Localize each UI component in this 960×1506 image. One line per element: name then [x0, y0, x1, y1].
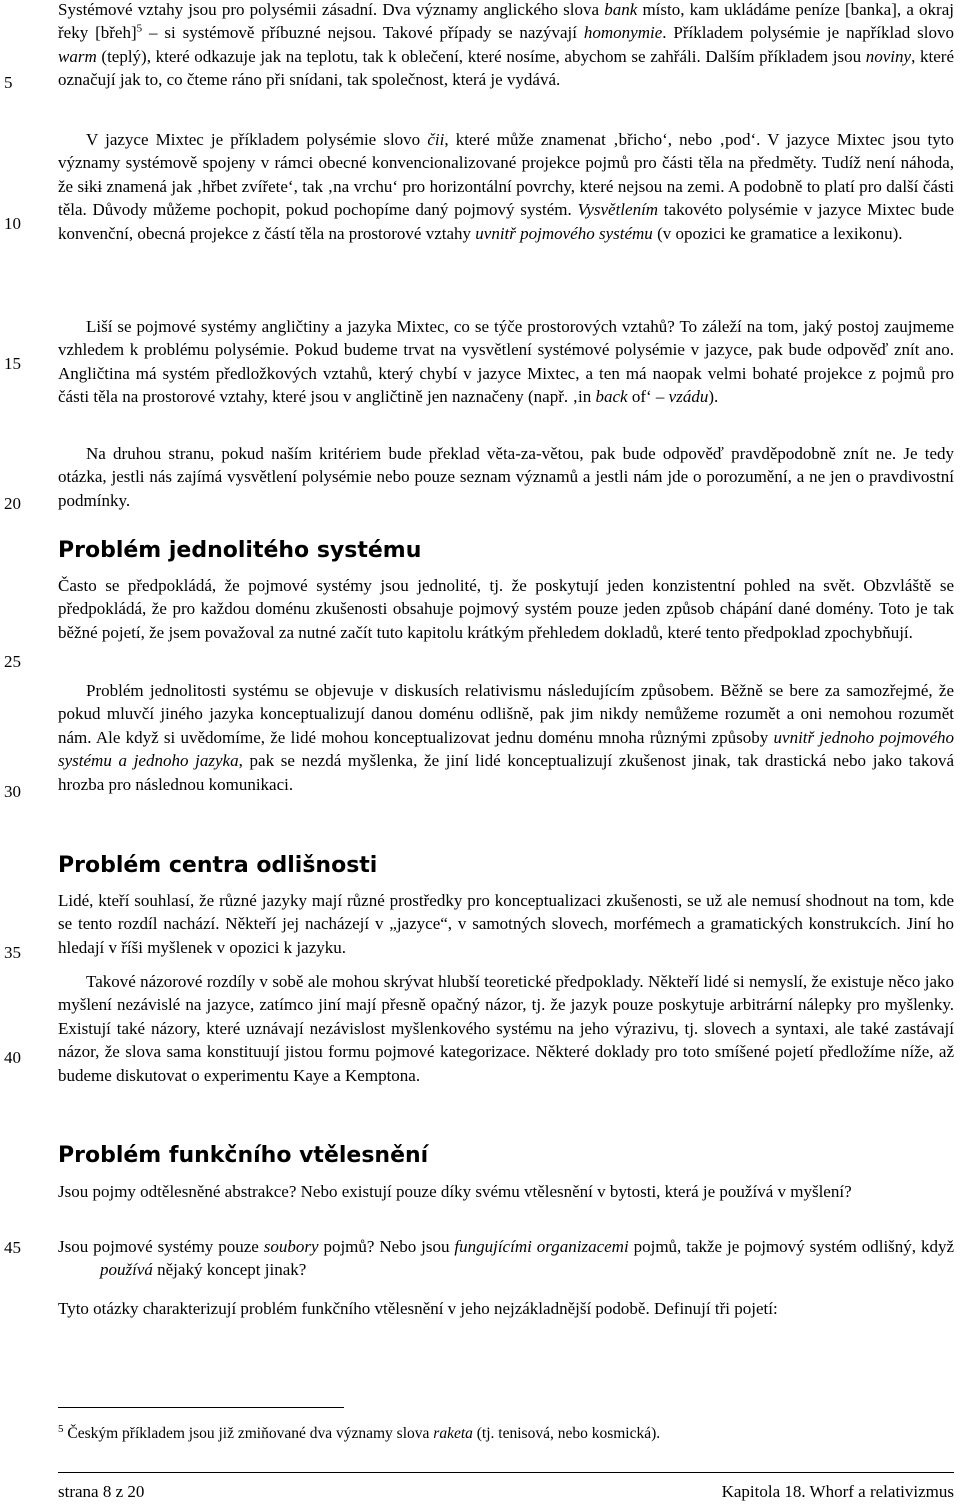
question-item: Jsou pojmy odtělesněné abstrakce? Nebo existují pouze díky svému vtělesnění v bytosti, která je používá v myšlení?	[58, 1182, 852, 1201]
line-number: 5	[4, 73, 13, 92]
line-number: 35	[4, 943, 21, 962]
paragraph: Tyto otázky charakterizují problém funkčního vtělesnění v jeho nejzákladnější podobě. Definují tři pojetí:	[58, 1299, 778, 1318]
footer-divider	[58, 1472, 954, 1473]
footnote-divider	[58, 1407, 344, 1408]
paragraph: Takové názorové rozdíly v sobě ale mohou skrývat hlubší teoretické předpoklady. Někteří lidé si nemyslí, že existuje něco jako myšlení nezávislé na jazyce, zatímco jiní mají přesně opačný názor, tj. že jazyk pouze poskytuje arbitrární nálepky pro myšlenky. Existují také názory, které uznávají nezávislost myšlenkového systému na jeho výrazivu, tj. slovech a syntaxi, ale také zastávají názor, že slova sama konstituují jistou formu pojmové kategorizace. Některé doklady pro toto smíšené pojetí předložíme níže, až budeme diskutovat o experimentu Kaye a Kemptona.	[58, 972, 954, 1085]
line-number: 40	[4, 1048, 21, 1067]
paragraph: Lidé, kteří souhlasí, že různé jazyky mají různé prostředky pro konceptualizaci zkušenosti, se už ale nemusí shodnout na tom, kde se tento rozdíl nachází. Někteří jej nacházejí v „jazyce“, v samotných slovech, morfémech a gramatických konstrukcích. Jiní ho hledají v říši myšlenek v opozici k jazyku.	[58, 891, 954, 957]
paragraph: Systémové vztahy jsou pro polysémii zásadní. Dva významy anglického slova bank místo, kam ukládáme peníze [banka], a okraj řeky [břeh]$^5$ – si systémově příbuzné nejsou. Takové případy se nazývají homonymie. Příkladem polysémie je například slovo warm (teplý), které odkazuje jak na teplotu, tak k oblečení, které nosíme, abychom se zahřáli. Dalším příkladem jsou noviny, které označují jak to, co čteme ráno při snídani, tak společnost, která je vydává.	[58, 0, 954, 90]
line-number: 25	[4, 652, 21, 671]
paragraph: Často se předpokládá, že pojmové systémy jsou jednolité, tj. že poskytují jeden konzistentní pohled na svět. Obzvláště se předpokládá, že pro každou doménu zkušenosti obsahuje pojmový systém pouze jeden způsob chápání dané domény. Toto je tak běžné pojetí, že jsem považoval za nutné začít tuto kapitolu krátkým přehledem dokladů, které tento předpoklad zpochybňují.	[58, 576, 954, 642]
paragraph: Liší se pojmové systémy angličtiny a jazyka Mixtec, co se týče prostorových vztahů? To záleží na tom, jaký postoj zaujmeme vzhledem k problému polysémie. Pokud budeme trvat na vysvětlení systémové polysémie v jazyce, pak bude odpověď znít ano. Angličtina má systém předložkových vztahů, který chybí v jazyce Mixtec, a ten má naopak velmi bohaté projekce z pojmů pro části těla na prostorové vztahy, které jsou v angličtině jen naznačeny (např. ‚in back of‘ – vzádu).	[58, 317, 954, 407]
chapter-title: Kapitola 18. Whorf a relativizmus	[721, 1482, 954, 1501]
line-number: 20	[4, 494, 21, 513]
paragraph: V jazyce Mixtec je příkladem polysémie slovo čii, které může znamenat ‚břicho‘, nebo ‚pod‘. V jazyce Mixtec jsou tyto významy systémově spojeny v rámci obecné konvencionalizované projekce pojmů pro části těla na předměty. Tudíž není náhoda, že sɨkɨ znamená jak ‚hřbet zvířete‘, tak ‚na vrchu‘ pro horizontální povrchy, které nejsou na zemi. A podobně to platí pro další části těla. Důvody můžeme pochopit, pokud pochopíme daný pojmový systém. Vysvětlením takovéto polysémie v jazyce Mixtec bude konvenční, obecná projekce z částí těla na prostorové vztahy uvnitř pojmového systému (v opozici ke gramatice a lexikonu).	[58, 130, 955, 243]
question-item: Jsou pojmové systémy pouze soubory pojmů? Nebo jsou fungujícími organizacemi pojmů, takže je pojmový systém odlišný, když používá nějaký koncept jinak?	[58, 1237, 954, 1280]
line-number: 30	[4, 782, 21, 801]
section-heading: Problém centra odlišnosti	[58, 853, 378, 878]
line-number: 15	[4, 354, 21, 373]
section-heading: Problém funkčního vtělesnění	[58, 1143, 429, 1168]
line-number: 10	[4, 214, 21, 233]
paragraph: Problém jednolitosti systému se objevuje v diskusích relativismu následujícím způsobem. Běžně se bere za samozřejmé, že pokud mluvčí jiného jazyka konceptualizují danou doménu odlišně, pak jim nikdy nemůžeme rozumět a oni nemohou rozumět nám. Ale když si uvědomíme, že lidé mohou konceptualizovat jednu doménu mnoha různými způsoby uvnitř jednoho pojmového systému a jednoho jazyka, pak se nezdá myšlenka, že jiní lidé konceptualizují zkušenost jinak, tak drastická nebo jako taková hrozba pro následnou komunikaci.	[58, 681, 954, 794]
section-heading: Problém jednolitého systému	[58, 538, 422, 563]
page-number: strana 8 z 20	[58, 1482, 145, 1501]
line-number: 45	[4, 1238, 21, 1257]
paragraph: Na druhou stranu, pokud naším kritériem bude překlad věta-za-větou, pak bude odpověď pravděpodobně znít ne. Je tedy otázka, jestli nás zajímá vysvětlení polysémie nebo pouze seznam významů a jestli nám jde o porozumění, a ne jen o pravdivostní podmínky.	[58, 444, 954, 510]
footnote: $^5$ Českým příkladem jsou již zmiňované dva významy slova raketa (tj. tenisová, nebo kosmická).	[58, 1422, 661, 1442]
